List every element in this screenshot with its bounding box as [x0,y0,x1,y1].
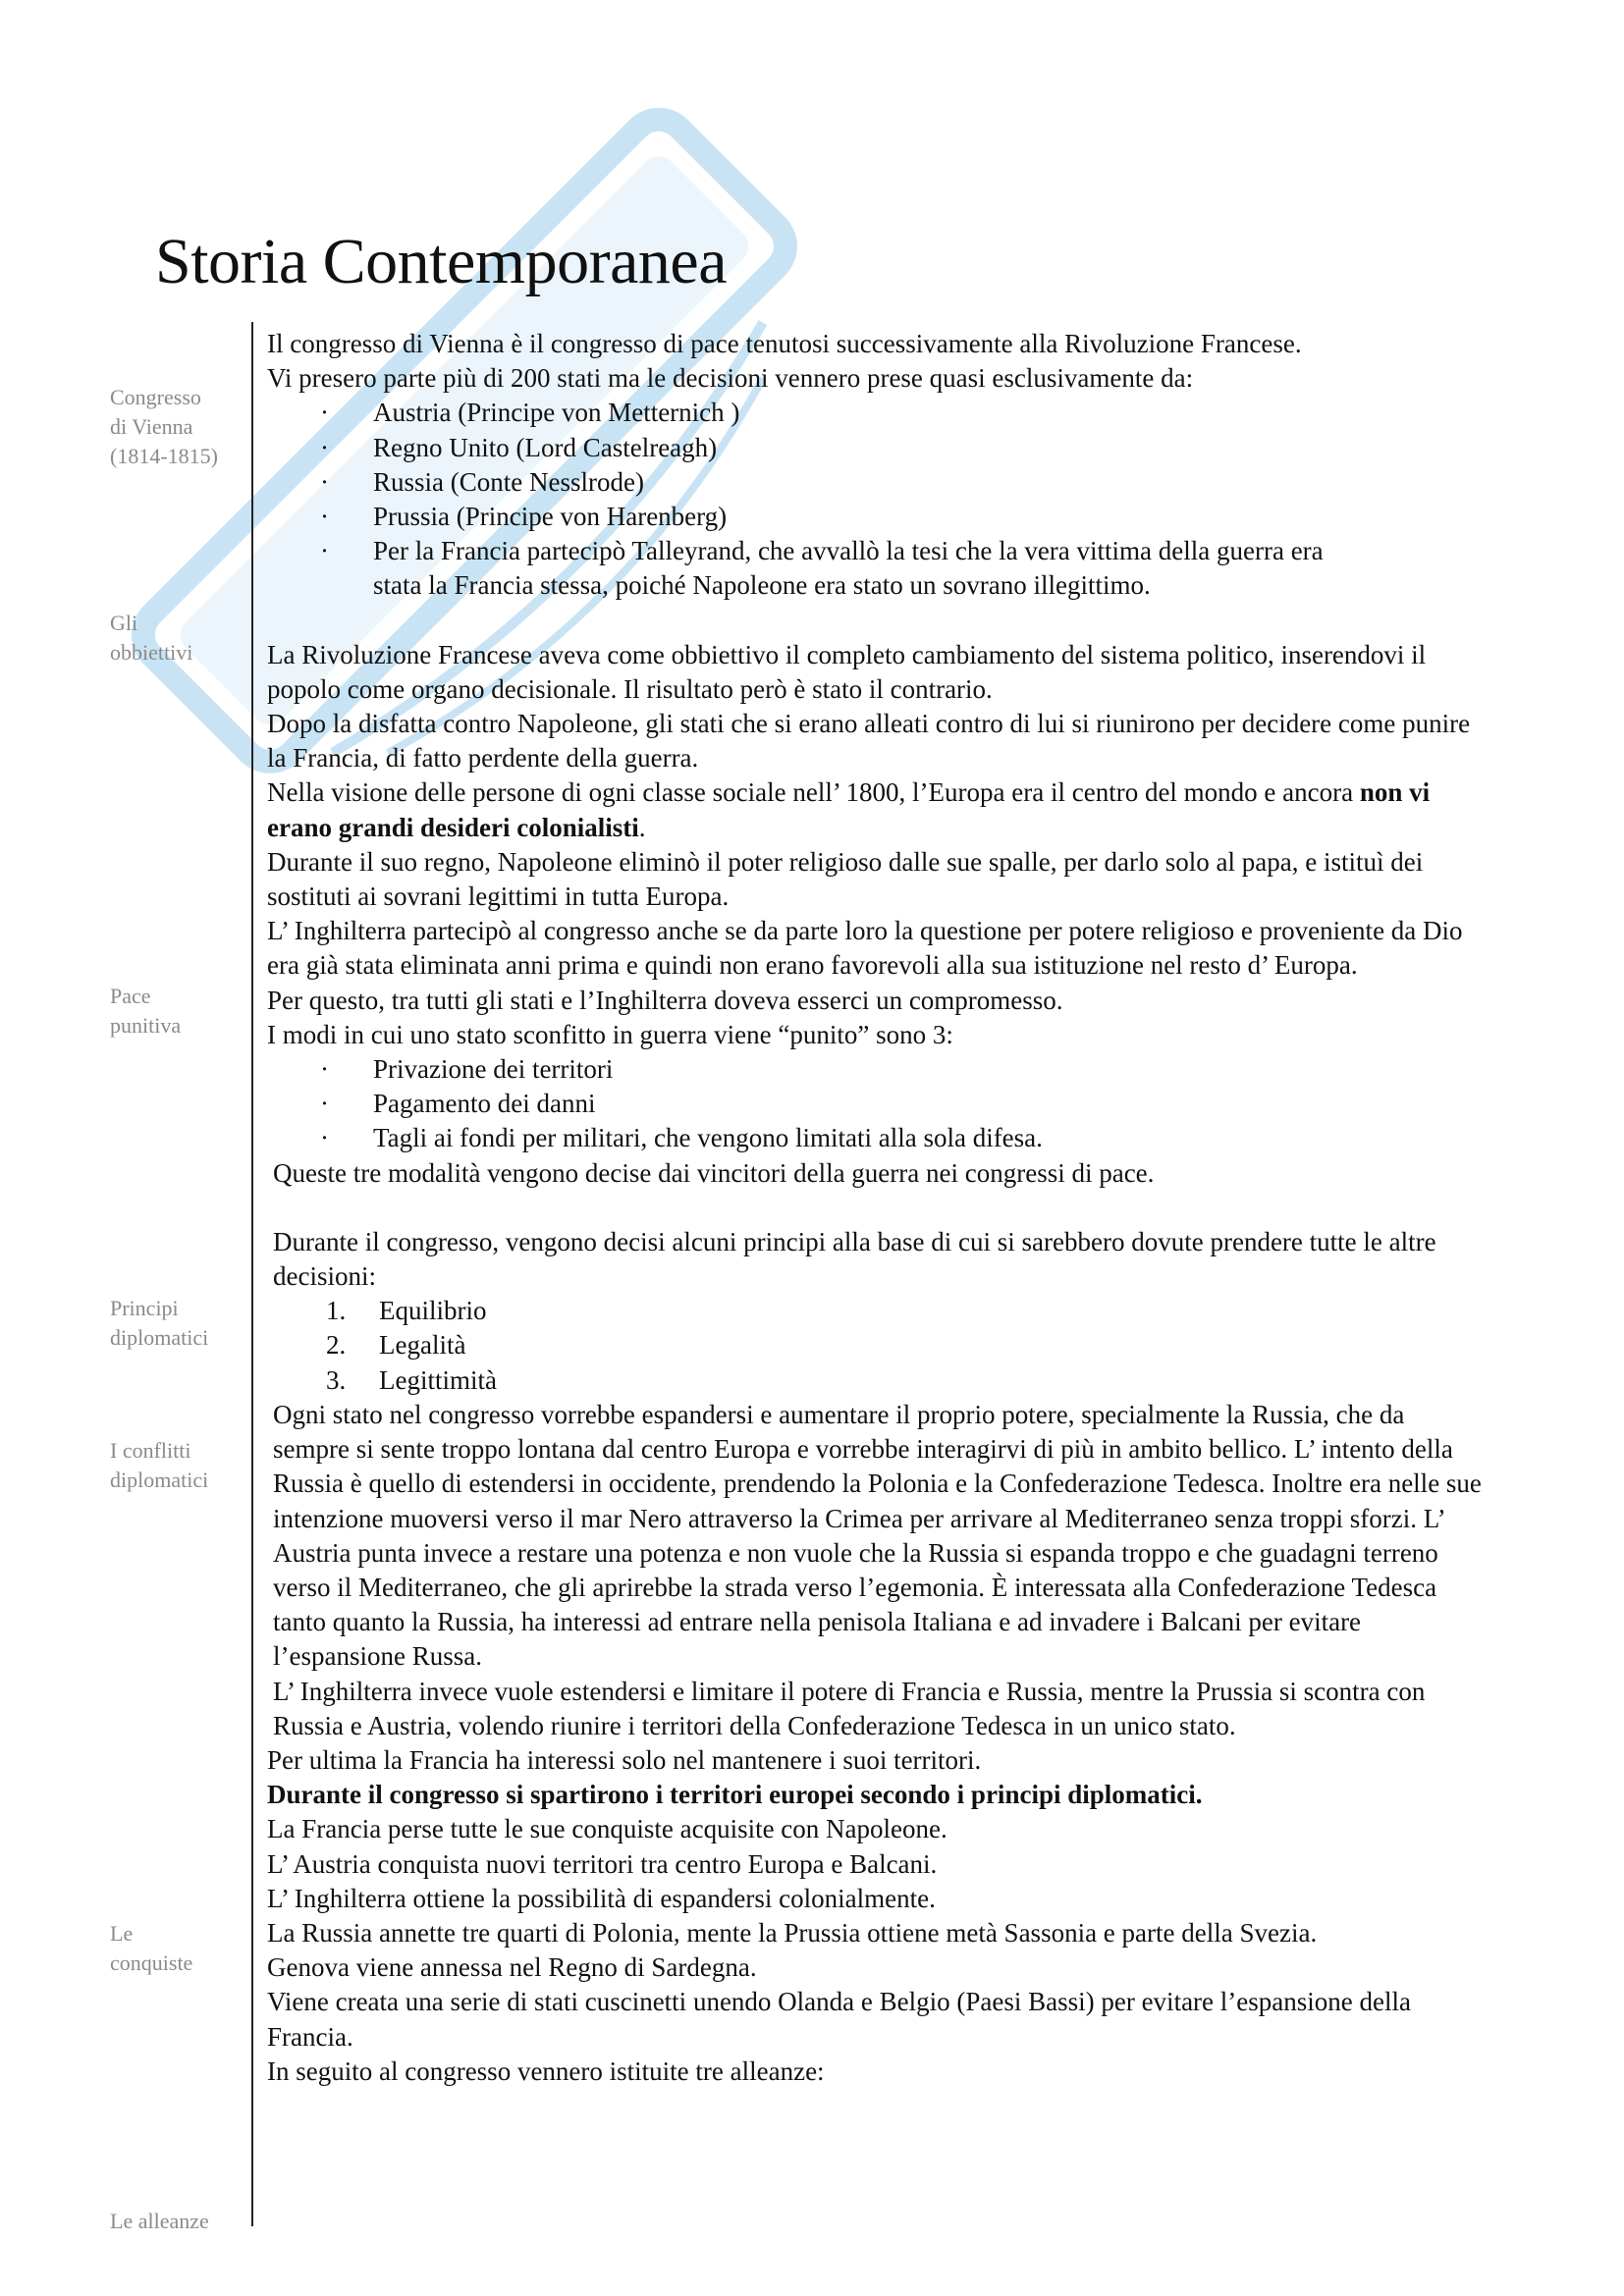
list-item-text: Legalità [379,1330,466,1361]
list-item: · Tagli ai fondi per militari, che vengono limitati alla sola difesa. [267,1121,1485,1155]
paragraph: Il congresso di Vienna è il congresso di pace tenutosi successivamente alla Rivoluzione Francese. [267,329,1302,358]
margin-note-line: conquiste [110,1950,193,1975]
margin-note-line: (1814-1815) [110,444,218,468]
margin-note-line: obbiettivi [110,640,193,665]
list-item-continuation: stata la Francia stessa, poiché Napoleone era stato un sovrano illegittimo. [373,570,1151,601]
margin-note-line: Le alleanze [110,2209,209,2233]
margin-note-line: I conflitti [110,1438,191,1463]
paragraph: La Rivoluzione Francese aveva come obbiettivo il completo cambiamento del sistema politico, inserendovi il popolo come organo decisionale. Il risultato però è stato il contrario. [267,639,1427,704]
paragraph: Queste tre modalità vengono decise dai vincitori della guerra nei congressi di pace. [273,1157,1155,1188]
margin-note-congresso [110,383,247,471]
list-item: · Regno Unito (Lord Castelreagh) [267,431,1485,465]
bold-text: Durante il congresso si spartirono i territori europei secondo i principi diplomatici. [267,1780,1203,1810]
paragraph: Ogni stato nel congresso vorrebbe espandersi e aumentare il proprio potere, specialmente la Russia, che da sempre si sente troppo lontana dal centro Europa e vorrebbe interagirvi di più in ambito bellico. L’ intento della Russia è quello di estendersi in occidente, prendendo la Polonia e la Confederazione Tedesca. Inoltre era nelle sue intenzione muoversi verso il mar Nero attraverso la Crimea per arrivare al Mediterraneo senza troppi sforzi. L’ Austria punta invece a restare una potenza e non vuole che la Russia si espanda troppo e che guadagni terreno verso il Mediterraneo, che gli aprirebbe la strada verso l’egemonia. È interessata alla Confederazione Tedesca tanto quanto la Russia, ha interessi ad entrare nella penisola Italiana e ad invadere i Balcani per evitare l’espansione Russa. [273,1399,1482,1672]
list-item [273,1294,1485,1328]
section-principi [267,1225,1485,1743]
margin-note-alleanze [110,2207,247,2236]
paragraph: La Francia perse tutte le sue conquiste acquisite con Napoleone. [267,1814,947,1844]
margin-note-line: di Vienna [110,414,193,439]
margin-note-line: Pace [110,984,151,1008]
margin-note-line: diplomatici [110,1468,209,1492]
list-number: 3. [326,1364,347,1395]
paragraph: Vi presero parte più di 200 stati ma le decisioni vennero prese quasi esclusivamente da: [267,363,1194,394]
margin-note-obbiettivi [110,609,247,667]
numbered-list [273,1294,1485,1398]
paragraph: Viene creata una serie di stati cuscinetti unendo Olanda e Belgio (Paesi Bassi) per evitare l’espansione della Francia. [267,1987,1411,2052]
margin-note-line: punitiva [110,1013,182,1038]
list-number: 1. [326,1296,347,1326]
paragraph-text: Nella visione delle persone di ogni classe sociale nell’ 1800, l’Europa era il centro del mondo e ancora [267,777,1360,808]
paragraph [267,1778,1485,1812]
paragraph: La Russia annette tre quarti di Polonia, mente la Prussia ottiene metà Sassonia e parte della Svezia. [267,1917,1318,1948]
margin-note-line: Congresso [110,385,201,409]
margin-divider [251,322,253,2226]
list-item-text: Equilibrio [379,1296,487,1326]
margin-note-conflitti [110,1436,247,1495]
list-item-text: Legittimità [379,1364,497,1395]
margin-note-principi [110,1294,247,1353]
paragraph: L’ Inghilterra invece vuole estendersi e limitare il potere di Francia e Russia, mentre la Prussia si scontra con Russia e Austria, volendo riunire i territori della Confederazione Tedesca in un unico stato. [273,1676,1426,1740]
list-item: · Prussia (Principe von Harenberg) [267,500,1485,534]
paragraph: Per ultima la Francia ha interessi solo nel mantenere i suoi territori. [267,1744,982,1775]
list-item: · Pagamento dei danni [267,1087,1485,1121]
paragraph: Per questo, tra tutti gli stati e l’Inghilterra doveva esserci un compromesso. [267,985,1063,1015]
paragraph: L’ Inghilterra ottiene la possibilità di espandersi colonialmente. [267,1883,936,1913]
paragraph: L’ Austria conquista nuovi territori tra centro Europa e Balcani. [267,1848,938,1879]
document-body [267,327,1485,2089]
paragraph: L’ Inghilterra partecipò al congresso anche se da parte loro la questione per potere religioso e proveniente da Dio era già stata eliminata anni prima e quindi non erano favorevoli alla sua istituzione nel resto d’ Europa. [267,916,1463,981]
list-number: 2. [326,1330,347,1361]
bullet-list [267,1052,1485,1156]
margin-note-conquiste [110,1919,247,1978]
paragraph-text: . [638,812,646,842]
paragraph: I modi in cui uno stato sconfitto in guerra viene “punito” sono 3: [267,1019,953,1049]
margin-note-line: Gli [110,611,138,635]
list-item: · Russia (Conte Nesslrode) [267,465,1485,500]
document-title: Storia Contemporanea [155,226,728,298]
margin-note-line: Le [110,1921,134,1946]
bold-text: non vi erano grandi desideri colonialisti [267,777,1431,842]
list-item [273,1363,1485,1398]
paragraph: Durante il congresso, vengono decisi alcuni principi alla base di cui si sarebbero dovute prendere tutte le altre decisioni: [273,1226,1436,1292]
paragraph: Durante il suo regno, Napoleone eliminò il poter religioso dalle sue spalle, per darlo solo al papa, e istituì dei sostituti ai sovrani legittimi in tutta Europa. [267,846,1424,912]
margin-note-pace-punitiva [110,982,247,1041]
paragraph: In seguito al congresso vennero istituite tre alleanze: [267,2056,825,2086]
list-item [273,1328,1485,1362]
list-item: · Per la Francia partecipò Talleyrand, che avvallò la tesi che la vera vittima della guerra era [267,534,1485,568]
bullet-list [267,396,1485,603]
margin-note-line: Principi [110,1296,179,1320]
margin-note-line: diplomatici [110,1325,209,1350]
list-item: · Privazione dei territori [267,1052,1485,1087]
paragraph [267,775,1485,844]
list-item: · Austria (Principe von Metternich ) [267,396,1485,430]
paragraph: Genova viene annessa nel Regno di Sardegna. [267,1952,757,1983]
paragraph: Dopo la disfatta contro Napoleone, gli stati che si erano alleati contro di lui si riunirono per decidere come punire la Francia, di fatto perdente della guerra. [267,709,1471,774]
